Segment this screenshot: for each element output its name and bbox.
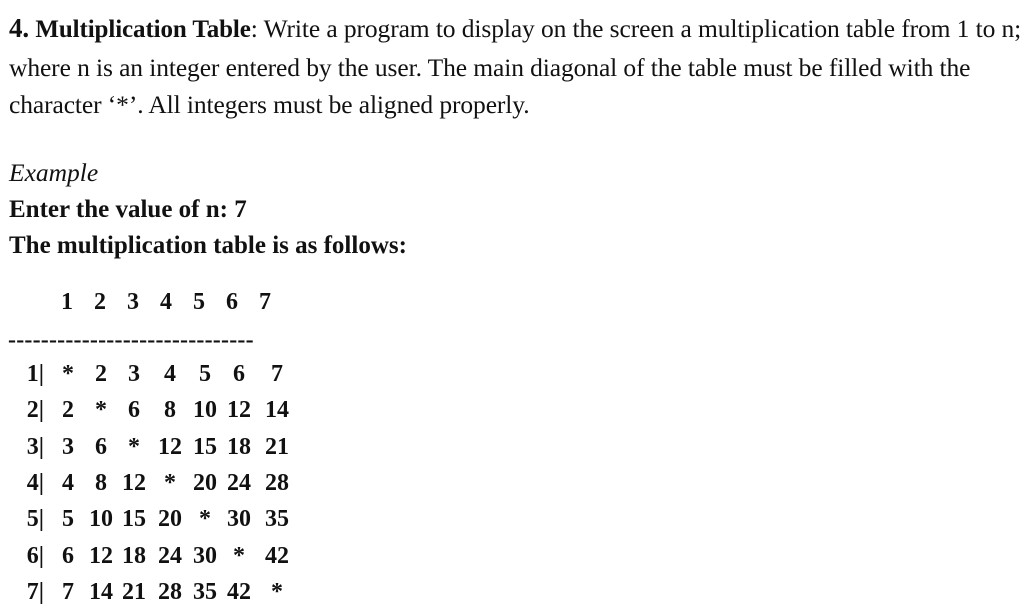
table-cell: 21: [122, 578, 146, 605]
table-header-cell: 1: [61, 289, 73, 315]
table-cell: 8: [164, 397, 176, 424]
table-cell: 6: [233, 361, 245, 387]
table-cell: 18: [122, 542, 146, 569]
problem-description: : Write a program to display on the screen a multiplication table from 1 to n; where n is an integer entered by the user. The main diagonal of the table must be filled with the character ‘*’. All integers must be aligned properly.: [9, 14, 1022, 119]
table-diagonal-cell: *: [199, 506, 211, 533]
table-diagonal-cell: *: [95, 397, 107, 424]
table-cell: 12: [227, 397, 251, 424]
table-cell: 14: [265, 397, 289, 424]
table-header-cell: 5: [193, 289, 205, 315]
table-diagonal-cell: *: [271, 578, 283, 605]
table-cell: 21: [265, 433, 289, 460]
table-row-label: 5|: [26, 506, 44, 533]
table-cell: 5: [62, 506, 74, 533]
problem-statement: [9, 10, 1024, 124]
table-cell: 3: [128, 361, 140, 387]
table-cell: 24: [158, 542, 182, 569]
example-input-prompt: Enter the value of n: 7: [9, 196, 247, 223]
table-diagonal-cell: *: [62, 361, 74, 387]
table-cell: 4: [164, 361, 176, 387]
table-cell: 3: [62, 433, 74, 460]
table-cell: 5: [199, 361, 211, 387]
table-header-cell: 3: [127, 289, 139, 315]
table-cell: 6: [128, 397, 140, 424]
problem-title: Multiplication Table: [35, 16, 251, 43]
table-cell: 35: [193, 578, 217, 605]
table-cell: 42: [265, 542, 289, 569]
table-cell: 10: [193, 397, 217, 424]
table-cell: 2: [62, 397, 74, 424]
table-cell: 14: [89, 578, 113, 605]
table-cell: 12: [89, 542, 113, 569]
table-cell: 8: [95, 469, 107, 496]
table-row-label: 7|: [26, 578, 44, 605]
table-cell: 7: [62, 578, 74, 605]
table-row-label: 4|: [26, 469, 44, 496]
table-cell: 15: [193, 433, 217, 460]
table-row-label: 3|: [26, 433, 44, 460]
table-cell: 20: [193, 469, 217, 496]
table-cell: 30: [193, 542, 217, 569]
table-header-cell: 4: [160, 289, 172, 315]
table-cell: 28: [265, 469, 289, 496]
table-diagonal-cell: *: [233, 542, 245, 569]
table-cell: 2: [95, 361, 107, 387]
table-header-cell: 2: [94, 289, 106, 315]
table-header-cell: 7: [259, 289, 271, 315]
table-cell: 6: [62, 542, 74, 569]
table-cell: 20: [158, 506, 182, 533]
table-cell: 7: [271, 361, 283, 387]
table-row-label: 1|: [26, 361, 44, 387]
table-row-label: 2|: [26, 397, 44, 424]
table-cell: 12: [122, 469, 146, 496]
table-cell: 4: [62, 469, 74, 496]
example-label: Example: [9, 158, 99, 187]
table-cell: 30: [227, 506, 251, 533]
table-diagonal-cell: *: [128, 433, 140, 460]
table-cell: 10: [89, 506, 113, 533]
table-cell: 6: [95, 433, 107, 460]
table-cell: 42: [227, 578, 251, 605]
table-cell: 24: [227, 469, 251, 496]
table-divider: ------------------------------: [8, 327, 254, 353]
table-cell: 28: [158, 578, 182, 605]
table-cell: 35: [265, 506, 289, 533]
example-result-heading: The multiplication table is as follows:: [9, 232, 407, 259]
table-row-label: 6|: [26, 542, 44, 569]
table-cell: 18: [227, 433, 251, 460]
problem-number: 4.: [9, 13, 30, 43]
table-cell: 12: [158, 433, 182, 460]
table-diagonal-cell: *: [164, 469, 176, 496]
table-header-cell: 6: [226, 289, 238, 315]
multiplication-table: [0, 280, 320, 610]
table-cell: 15: [122, 506, 146, 533]
